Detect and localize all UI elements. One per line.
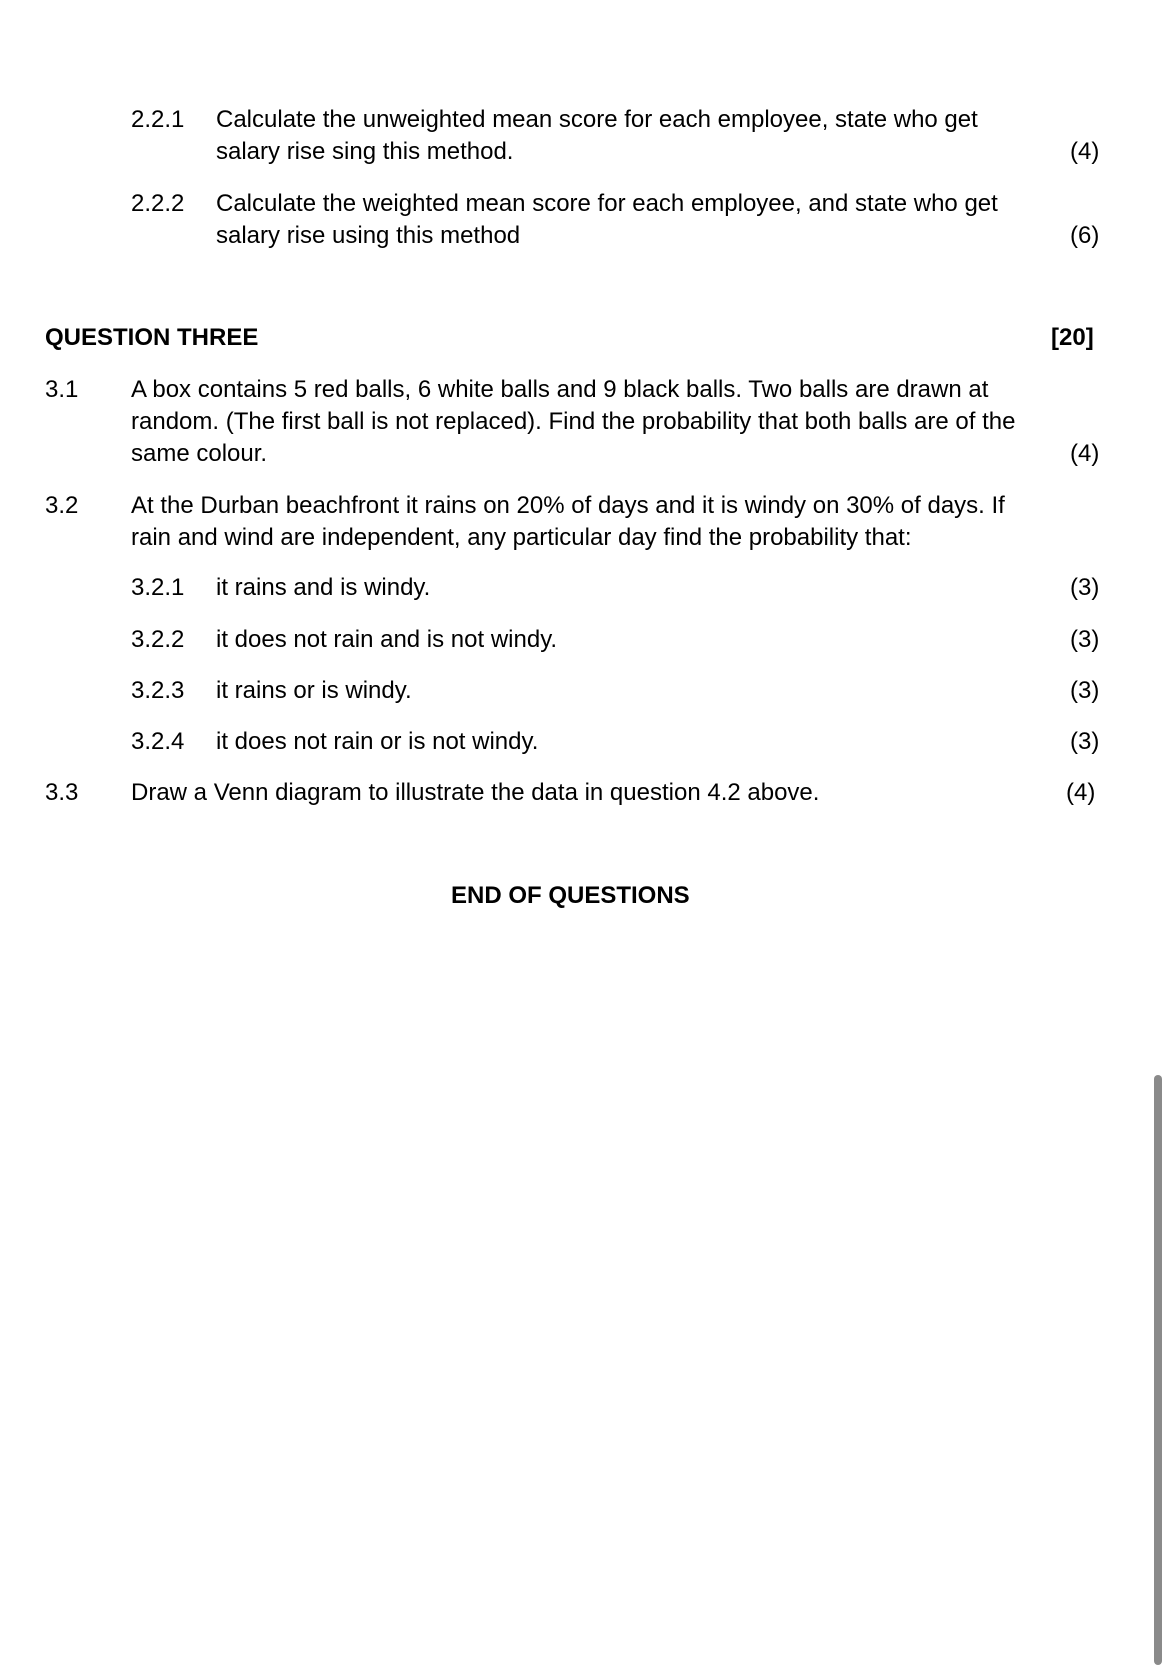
- question-number: 2.2.2: [131, 190, 185, 217]
- sub-question-number: 3.2.3: [131, 677, 185, 704]
- sub-question-text: it does not rain or is not windy.: [216, 728, 539, 755]
- question-number: 2.2.1: [131, 106, 185, 133]
- marks-allocation: (3): [1070, 574, 1100, 601]
- section-total-marks: [20]: [1051, 324, 1094, 351]
- end-of-questions: END OF QUESTIONS: [451, 882, 690, 909]
- question-text-line: A box contains 5 red balls, 6 white balls and 9 black balls. Two balls are drawn at: [131, 376, 989, 403]
- question-text-line: random. (The first ball is not replaced). Find the probability that both balls are of the: [131, 408, 1016, 435]
- question-number: 3.3: [45, 779, 79, 806]
- marks-allocation: (4): [1066, 779, 1096, 806]
- sub-question-number: 3.2.1: [131, 574, 185, 601]
- marks-allocation: (3): [1070, 677, 1100, 704]
- sub-question-number: 3.2.4: [131, 728, 185, 755]
- question-text-line: Calculate the weighted mean score for each employee, and state who get: [216, 190, 998, 217]
- question-text-line: Calculate the unweighted mean score for each employee, state who get: [216, 106, 978, 133]
- question-text-line: Draw a Venn diagram to illustrate the data in question 4.2 above.: [131, 779, 820, 806]
- marks-allocation: (4): [1070, 440, 1100, 467]
- question-text-line: rain and wind are independent, any particular day find the probability that:: [131, 524, 912, 551]
- sub-question-text: it rains and is windy.: [216, 574, 431, 601]
- marks-allocation: (3): [1070, 626, 1100, 653]
- question-text-line: salary rise sing this method.: [216, 138, 514, 165]
- marks-allocation: (4): [1070, 138, 1100, 165]
- question-number: 3.2: [45, 492, 79, 519]
- question-text-line: At the Durban beachfront it rains on 20% of days and it is windy on 30% of days. If: [131, 492, 1005, 519]
- sub-question-text: it rains or is windy.: [216, 677, 412, 704]
- vertical-scrollbar[interactable]: [1154, 1075, 1162, 1665]
- sub-question-text: it does not rain and is not windy.: [216, 626, 558, 653]
- sub-question-number: 3.2.2: [131, 626, 185, 653]
- marks-allocation: (3): [1070, 728, 1100, 755]
- question-number: 3.1: [45, 376, 79, 403]
- marks-allocation: (6): [1070, 222, 1100, 249]
- question-text-line: same colour.: [131, 440, 268, 467]
- section-title: QUESTION THREE: [45, 324, 259, 351]
- question-text-line: salary rise using this method: [216, 222, 521, 249]
